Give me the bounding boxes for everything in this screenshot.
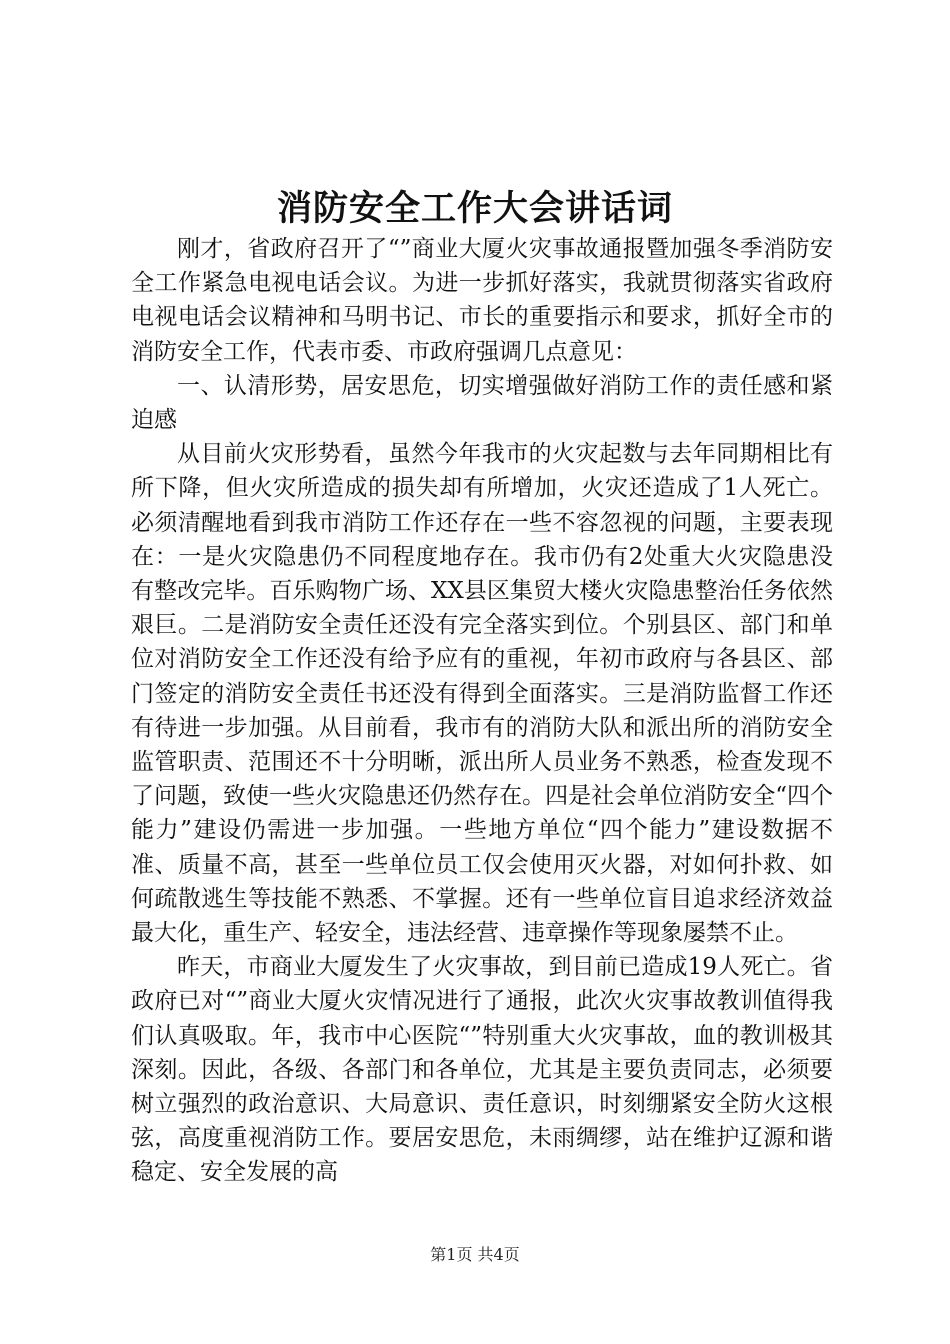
page-footer: 第1页 共4页: [430, 1245, 520, 1264]
section-heading-1: 一、认清形势，居安思危，切实增强做好消防工作的责任感和紧迫感: [131, 372, 833, 434]
paragraph-situation: 从目前火灾形势看，虽然今年我市的火灾起数与去年同期相比有所下降，但火灾所造成的损失却有所增加，火灾还造成了1人死亡。必须清醒地看到我市消防工作还存在一些不容忽视的问题，主要表现在：一是火灾隐患仍不同程度地存在。我市仍有2处重大火灾隐患没有整改完毕。百乐购物广场、XX县区集贸大楼火灾隐患整治任务依然艰巨。二是消防安全责任还没有完全落实到位。个别县区、部门和单位对消防安全工作还没有给予应有的重视，年初市政府与各县区、部门签定的消防安全责任书还没有得到全面落实。三是消防监督工作还有待进一步加强。从目前看，我市有的消防大队和派出所的消防安全监管职责、范围还不十分明晰，派出所人员业务不熟悉，检查发现不了问题，致使一些火灾隐患还仍然存在。四是社会单位消防安全“四个能力”建设仍需进一步加强。一些地方单位“四个能力”建设数据不准、质量不高，甚至一些单位员工仅会使用灭火器，对如何扑救、如何疏散逃生等技能不熟悉、不掌握。还有一些单位盲目追求经济效益最大化，重生产、轻安全，违法经营、违章操作等现象屡禁不止。: [131, 441, 833, 947]
paragraph-intro: 刚才，省政府召开了“”商业大厦火灾事故通报暨加强冬季消防安全工作紧急电视电话会议。为进一步抓好落实，我就贯彻落实省政府电视电话会议精神和马明书记、市长的重要指示和要求，抓好全市的消防安全工作，代表市委、市政府强调几点意见：: [131, 236, 833, 365]
document-title: 消防安全工作大会讲话词: [276, 188, 673, 229]
document-body: [131, 232, 833, 1190]
paragraph-incident: 昨天，市商业大厦发生了火灾事故，到目前已造成19人死亡。省政府已对“”商业大厦火灾情况进行了通报，此次火灾事故教训值得我们认真吸取。年，我市中心医院“”特别重大火灾事故，血的教训极其深刻。因此，各级、各部门和各单位，尤其是主要负责同志，必须要树立强烈的政治意识、大局意识、责任意识，时刻绷紧安全防火这根弦，高度重视消防工作。要居安思危，未雨绸缪，站在维护辽源和谐稳定、安全发展的高: [131, 954, 833, 1186]
